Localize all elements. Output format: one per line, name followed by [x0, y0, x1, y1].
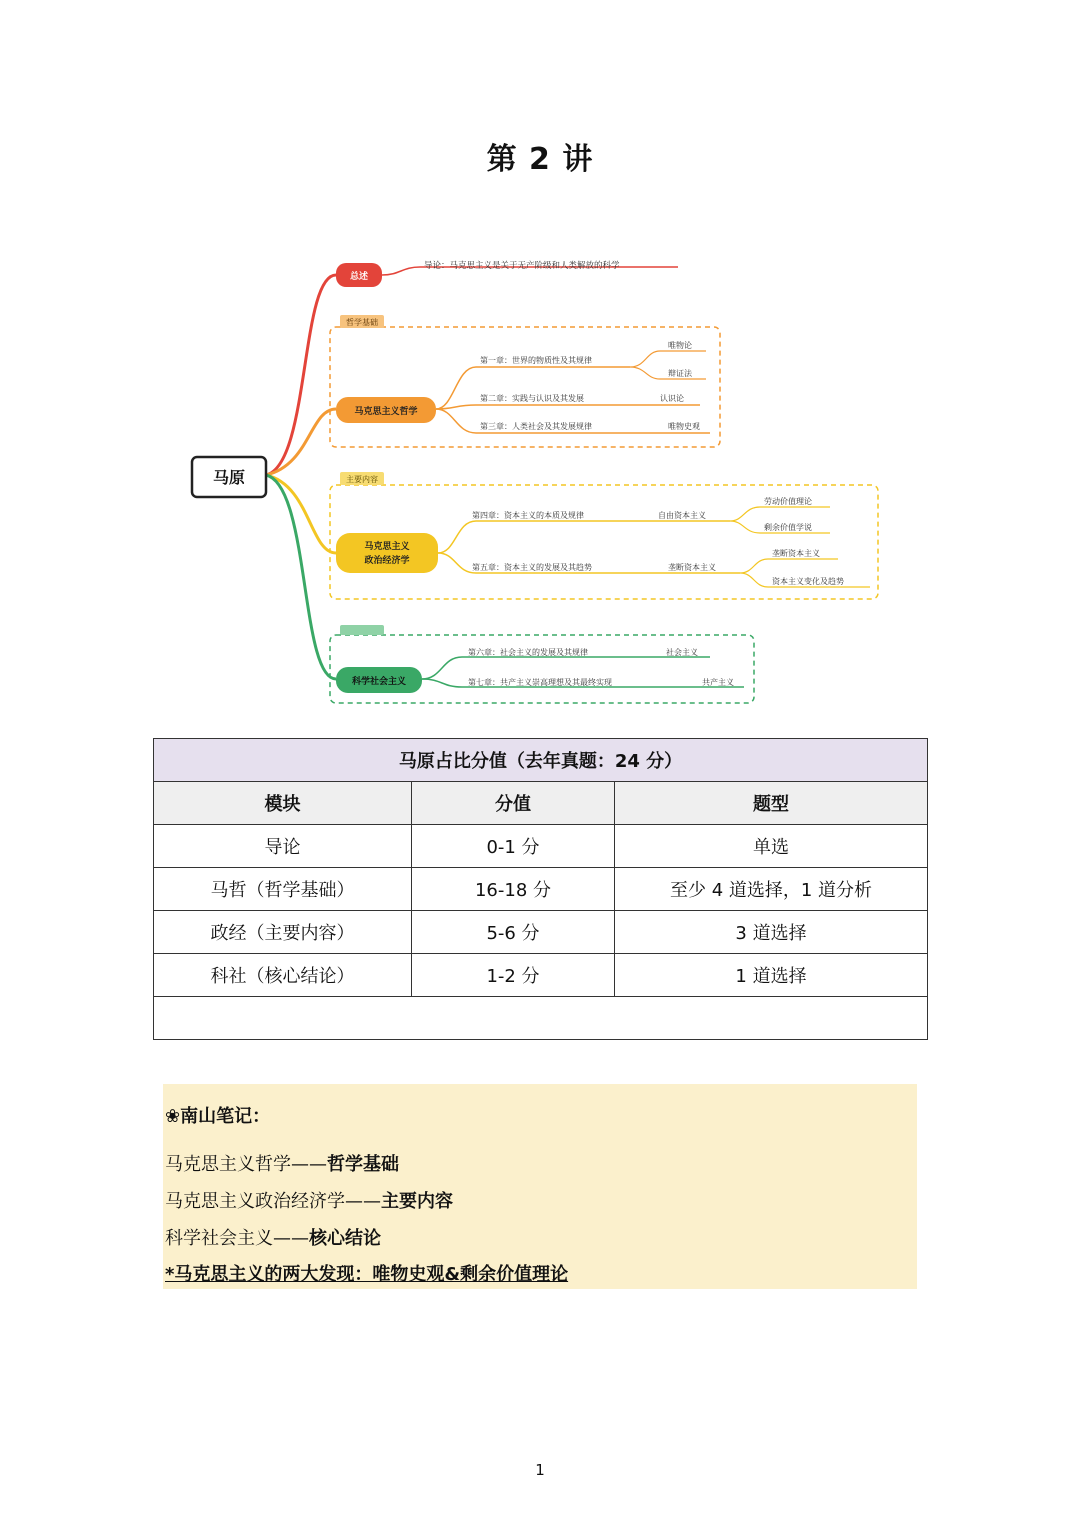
mind-map — [170, 235, 890, 715]
header-type: 题型 — [615, 782, 928, 825]
economics-mid-monopoly: 垄断资本主义 — [668, 563, 716, 572]
overview-label: 总述 — [349, 272, 369, 282]
philosophy-ch1: 第一章：世界的物质性及其规律 — [480, 356, 592, 365]
economics-ch4-line — [438, 521, 730, 553]
mind-map-svg — [170, 235, 890, 715]
page-number: 1 — [535, 1461, 545, 1479]
philosophy-tag: 哲学基础 — [346, 318, 378, 327]
socialism-label: 科学社会主义 — [351, 677, 407, 687]
socialism-ch6-line — [422, 657, 710, 679]
economics-node — [336, 533, 438, 573]
economics-ch4: 第四章：资本主义的本质及规律 — [472, 511, 584, 520]
note-line-text: 马克思主义哲学—— — [165, 1154, 327, 1175]
note-line-emphasis: 哲学基础 — [327, 1154, 399, 1175]
economics-leaf-monopoly: 垄断资本主义 — [772, 549, 820, 558]
socialism-leaf-socialism: 社会主义 — [666, 648, 698, 657]
table-empty-row — [154, 997, 928, 1040]
root-label: 马原 — [212, 468, 246, 487]
table-row — [154, 825, 928, 868]
economics-label-1: 马克思主义 — [364, 542, 410, 552]
note-line-text: 科学社会主义—— — [165, 1228, 309, 1249]
page-title: 第 2 讲 — [486, 142, 594, 177]
table-header-row — [154, 782, 928, 825]
philosophy-ch2: 第二章：实践与认识及其发展 — [480, 394, 584, 403]
note-highlight: *马克思主义的两大发现：唯物史观&剩余价值理论 — [165, 1264, 569, 1285]
table-row — [154, 911, 928, 954]
cell-type: 1 道选择 — [615, 954, 928, 997]
economics-tag: 主要内容 — [346, 475, 378, 484]
philosophy-leaf-materialism: 唯物论 — [668, 341, 692, 350]
branch-philosophy — [266, 409, 336, 475]
economics-label-2: 政治经济学 — [364, 556, 410, 566]
note-line-socialism — [165, 1224, 381, 1250]
cell-module: 导论 — [154, 825, 412, 868]
economics-mid-free: 自由资本主义 — [658, 511, 706, 520]
philosophy-label: 马克思主义哲学 — [354, 407, 418, 417]
philosophy-leaf-historical: 唯物史观 — [668, 422, 700, 431]
score-table — [153, 738, 928, 1040]
branch-economics — [266, 475, 336, 553]
philosophy-leaf-epistemology: 认识论 — [660, 394, 684, 403]
economics-leaf-trends: 资本主义变化及趋势 — [772, 577, 844, 586]
branch-overview — [266, 275, 336, 475]
cell-module: 科社（核心结论） — [154, 954, 412, 997]
economics-leaf-labor: 劳动价值理论 — [764, 497, 812, 506]
cell-module: 政经（主要内容） — [154, 911, 412, 954]
note-line-emphasis: 主要内容 — [381, 1191, 453, 1212]
cell-score: 1-2 分 — [412, 954, 615, 997]
socialism-ch7: 第七章：共产主义崇高理想及其最终实现 — [468, 678, 612, 687]
note-box — [163, 1084, 917, 1289]
cell-type: 3 道选择 — [615, 911, 928, 954]
note-line-philosophy — [165, 1150, 399, 1176]
economics-ch5: 第五章：资本主义的发展及其趋势 — [472, 563, 592, 572]
cell-score: 0-1 分 — [412, 825, 615, 868]
note-line-text: 马克思主义政治经济学—— — [165, 1191, 381, 1212]
cell-type: 单选 — [615, 825, 928, 868]
table-row — [154, 954, 928, 997]
cell-score: 5-6 分 — [412, 911, 615, 954]
socialism-ch6: 第六章：社会主义的发展及其规律 — [468, 648, 588, 657]
socialism-tag-bg — [340, 625, 384, 635]
philosophy-leaf-dialectics: 辩证法 — [668, 369, 692, 378]
table-caption: 马原占比分值（去年真题：24 分） — [154, 739, 928, 782]
table-caption-row — [154, 739, 928, 782]
cell-type: 至少 4 道选择，1 道分析 — [615, 868, 928, 911]
cell-module: 马哲（哲学基础） — [154, 868, 412, 911]
table-row — [154, 868, 928, 911]
note-line-economics — [165, 1187, 453, 1213]
note-line-emphasis: 核心结论 — [309, 1228, 381, 1249]
header-score: 分值 — [412, 782, 615, 825]
header-module: 模块 — [154, 782, 412, 825]
philosophy-ch3: 第三章：人类社会及其发展规律 — [480, 422, 592, 431]
cell-score: 16-18 分 — [412, 868, 615, 911]
economics-leaf-lines — [730, 507, 870, 587]
note-heading: ❀南山笔记： — [165, 1106, 271, 1127]
economics-leaf-surplus: 剩余价值学说 — [764, 523, 812, 532]
overview-text: 导论：马克思主义是关于无产阶级和人类解放的科学 — [424, 261, 620, 271]
empty-cell — [154, 997, 928, 1040]
philosophy-ch2-line — [436, 405, 700, 409]
socialism-leaf-communism: 共产主义 — [702, 678, 734, 687]
